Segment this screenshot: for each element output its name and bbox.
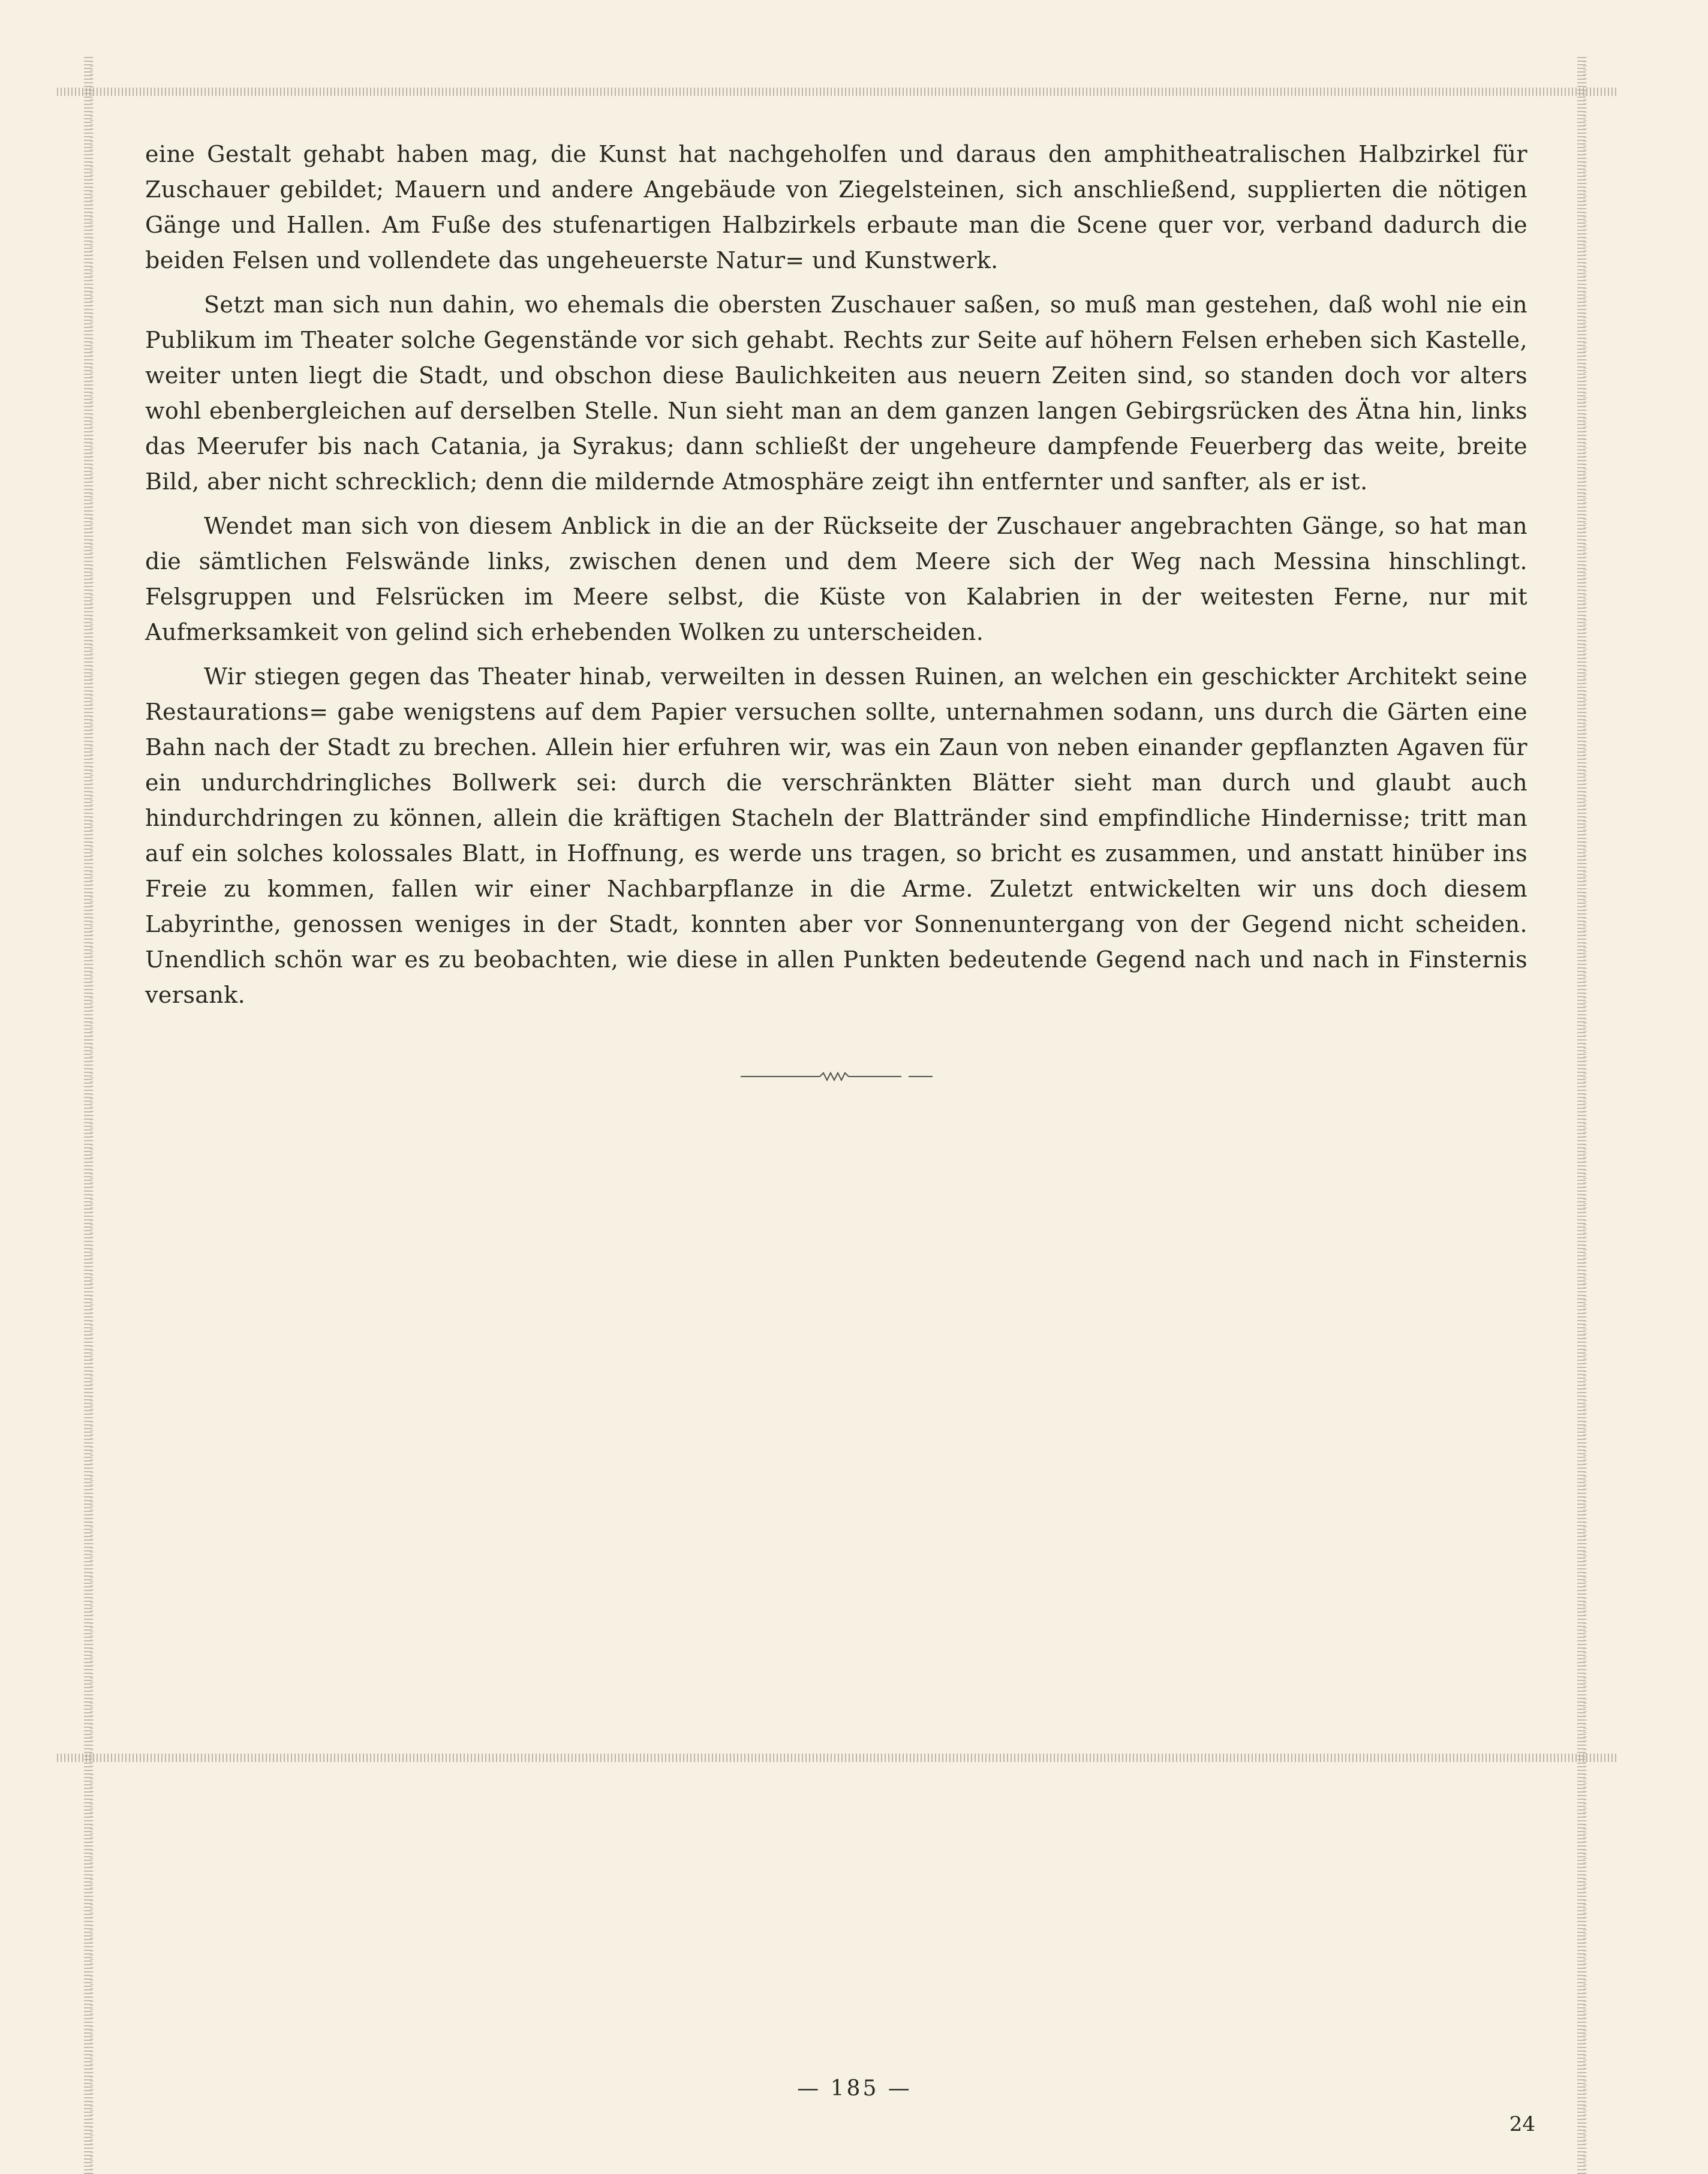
page-number: — 185 — [797,2076,912,2101]
paragraph-2: Setzt man sich nun dahin, wo ehemals die obersten Zuschauer saßen, so muß man gestehen, daß wohl nie ein Publikum im Theater solche Gegenstände vor sich gehabt. Rechts zur Seite auf höhern Felsen erheben sich Kastelle, weiter unten liegt die Stadt, und obschon diese Baulichkeiten aus neuern Zeiten sind, so standen doch vor alters wohl ebenbergleichen auf derselben Stelle. Nun sieht man an dem ganzen langen Gebirgsrücken des Ätna hin, links das Meerufer bis nach Catania, ja Syrakus; dann schließt der ungeheure dampfende Feuerberg das weite, breite Bild, aber nicht schrecklich; denn die mildernde Atmosphäre zeigt ihn entfernter und sanfter, als er ist. [145,291,1527,495]
bottom-border-rule [57,1754,1616,1762]
paragraph-1: eine Gestalt gehabt haben mag, die Kunst hat nachgeholfen und daraus den amphitheatralischen Halbzirkel für Zuschauer gebildet; Mauern und andere Angebäude von Ziegelsteinen, sich anschließend, supplierten die nötigen Gänge und Hallen. Am Fuße des stufenartigen Halbzirkels erbaute man die Scene quer vor, verband dadurch die beiden Felsen und vollendete das ungeheuerste Natur= und Kunstwerk. [145,141,1527,273]
top-border-rule [57,88,1616,96]
signature-mark: 24 [1509,2112,1535,2136]
section-end-ornament-icon [741,1068,933,1086]
paragraph-4: Wir stiegen gegen das Theater hinab, verweilten in dessen Ruinen, an welchen ein geschickter Architekt seine Restaurations= gabe wenigstens auf dem Papier versuchen sollte, unternahmen sodann, uns durch die Gärten eine Bahn nach der Stadt zu brechen. Allein hier erfuhren wir, was ein Zaun von neben einander gepflanzten Agaven für ein undurchdringliches Bollwerk sei: durch die verschränkten Blätter sieht man durch und glaubt auch hindurchdringen zu können, allein die kräftigen Stacheln der Blattränder sind empfindliche Hindernisse; tritt man auf ein solches kolossales Blatt, in Hoffnung, es werde uns tragen, so bricht es zusammen, und anstatt hinüber ins Freie zu kommen, fallen wir einer Nachbarpflanze in die Arme. Zuletzt entwickelten wir uns doch diesem Labyrinthe, genossen weniges in der Stadt, konnten aber vor Sonnenuntergang von der Gegend nicht scheiden. Unendlich schön war es zu beobachten, wie diese in allen Punkten bedeutende Gegend nach und nach in Finsternis versank. [145,663,1527,1008]
body-text [145,137,1527,1022]
paragraph-3: Wendet man sich von diesem Anblick in die an der Rückseite der Zuschauer angebrachten Gänge, so hat man die sämtlichen Felswände links, zwischen denen und dem Meere sich der Weg nach Messina hinschlingt. Felsgruppen und Felsrücken im Meere selbst, die Küste von Kalabrien in der weitesten Ferne, nur mit Aufmerksamkeit von gelind sich erhebenden Wolken zu unterscheiden. [145,513,1527,645]
right-border-rule-inner [1583,57,1587,2174]
left-border-rule-inner [90,57,94,2174]
